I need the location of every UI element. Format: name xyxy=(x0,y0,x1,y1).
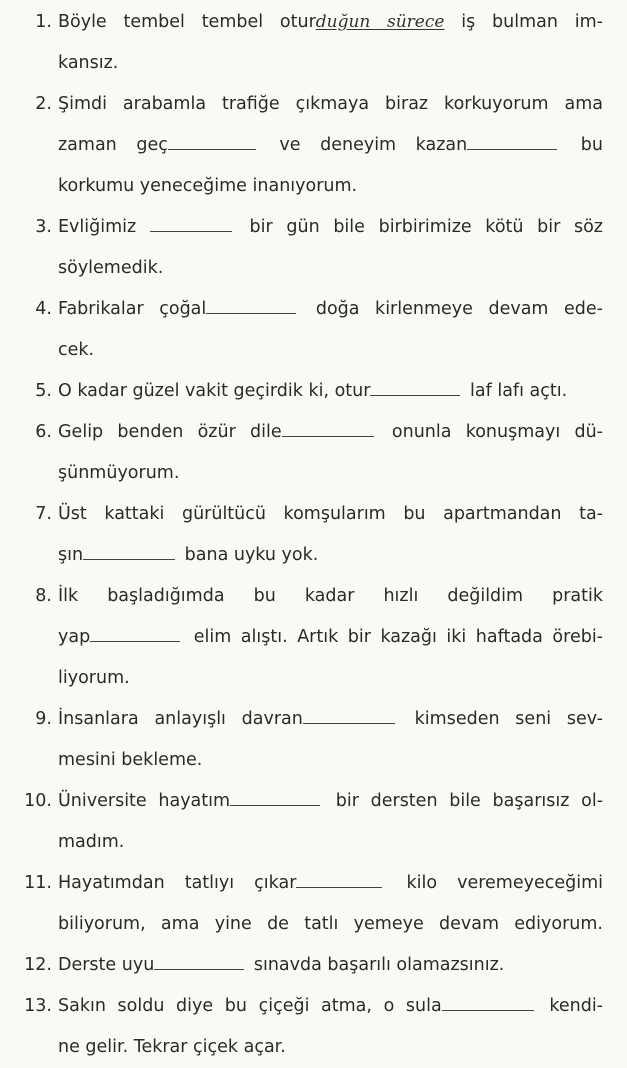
sentence-line: şünmüyorum. xyxy=(58,463,180,483)
sentence-line: korkumu yeneceğime inanıyorum. xyxy=(58,176,358,196)
exercise-item xyxy=(0,576,627,699)
sentence-line: Üst kattaki gürültücü komşularım bu apartmandan ta- xyxy=(58,504,603,524)
answer-blank[interactable] xyxy=(150,231,232,232)
answer-blank[interactable] xyxy=(168,149,256,150)
sentence-line: cek. xyxy=(58,340,95,360)
sentence-line: madım. xyxy=(58,832,125,852)
exercise-item xyxy=(0,84,627,207)
sentence-line: Sakın soldu diye bu çiçeği atma, o sula kendi- xyxy=(58,996,603,1016)
item-number: 4. xyxy=(35,299,52,319)
sentence-line: İnsanlara anlayışlı davran kimseden seni sev- xyxy=(58,709,603,729)
item-number: 1. xyxy=(35,12,52,32)
item-number: 5. xyxy=(35,381,52,401)
item-number: 6. xyxy=(35,422,52,442)
item-number: 8. xyxy=(35,586,52,606)
sentence-line: Hayatımdan tatlıyı çıkar kilo veremeyeceğimi xyxy=(58,873,603,893)
item-number: 12. xyxy=(24,955,52,975)
exercise-item xyxy=(0,863,627,945)
item-number: 7. xyxy=(35,504,52,524)
sentence-line: O kadar güzel vakit geçirdik ki, otur laf lafı açtı. xyxy=(58,381,568,401)
sentence-line: şın bana uyku yok. xyxy=(58,545,319,565)
answer-blank[interactable] xyxy=(370,395,460,396)
sentence-line: biliyorum, ama yine de tatlı yemeye devam ediyorum. xyxy=(58,914,603,934)
exercise-item xyxy=(0,2,627,84)
item-number: 10. xyxy=(24,791,52,811)
sentence-line: Evliğimiz bir gün bile birbirimize kötü bir söz xyxy=(58,217,603,237)
answer-blank[interactable] xyxy=(83,559,175,560)
exercise-item xyxy=(0,371,627,412)
answer-blank[interactable] xyxy=(296,887,382,888)
sentence-line: yap elim alıştı. Artık bir kazağı iki haftada örebi- xyxy=(58,627,603,647)
sentence-line: söylemedik. xyxy=(58,258,164,278)
sentence-line: zaman geç ve deneyim kazan bu xyxy=(58,135,603,155)
answer-blank[interactable] xyxy=(303,723,395,724)
item-number: 2. xyxy=(35,94,52,114)
sentence-line: Şimdi arabamla trafiğe çıkmaya biraz korkuyorum ama xyxy=(58,94,603,114)
exercise-item xyxy=(0,494,627,576)
sentence-line: Üniversite hayatım bir dersten bile başarısız ol- xyxy=(58,791,603,811)
sentence-line: kansız. xyxy=(58,53,119,73)
exercise-item xyxy=(0,412,627,494)
item-number: 13. xyxy=(24,996,52,1016)
sentence-line: Fabrikalar çoğal doğa kirlenmeye devam ede- xyxy=(58,299,603,319)
answer-blank[interactable] xyxy=(467,149,557,150)
exercise-item xyxy=(0,945,627,986)
answer-blank[interactable] xyxy=(282,436,374,437)
exercise-item xyxy=(0,289,627,371)
answer-blank[interactable] xyxy=(442,1010,534,1011)
exercise-item xyxy=(0,699,627,781)
exercise-item xyxy=(0,207,627,289)
answer-blank[interactable] xyxy=(230,805,320,806)
item-number: 3. xyxy=(35,217,52,237)
sentence-line: ne gelir. Tekrar çiçek açar. xyxy=(58,1037,286,1057)
answer-blank[interactable] xyxy=(154,969,244,970)
item-number: 9. xyxy=(35,709,52,729)
exercise-item xyxy=(0,781,627,863)
answer-blank[interactable] xyxy=(206,313,296,314)
answer-blank[interactable] xyxy=(90,641,180,642)
filled-answer: duğun sürece xyxy=(315,12,445,32)
sentence-line: liyorum. xyxy=(58,668,130,688)
sentence-line: mesini bekleme. xyxy=(58,750,203,770)
exercise-item xyxy=(0,986,627,1068)
sentence-line: Böyle tembel tembel oturduğun sürece iş bulman im- xyxy=(58,12,603,32)
item-number: 11. xyxy=(24,873,52,893)
sentence-line: Gelip benden özür dile onunla konuşmayı dü- xyxy=(58,422,603,442)
sentence-line: Derste uyu sınavda başarılı olamazsınız. xyxy=(58,955,505,975)
sentence-line: İlk başladığımda bu kadar hızlı değildim pratik xyxy=(58,586,603,606)
